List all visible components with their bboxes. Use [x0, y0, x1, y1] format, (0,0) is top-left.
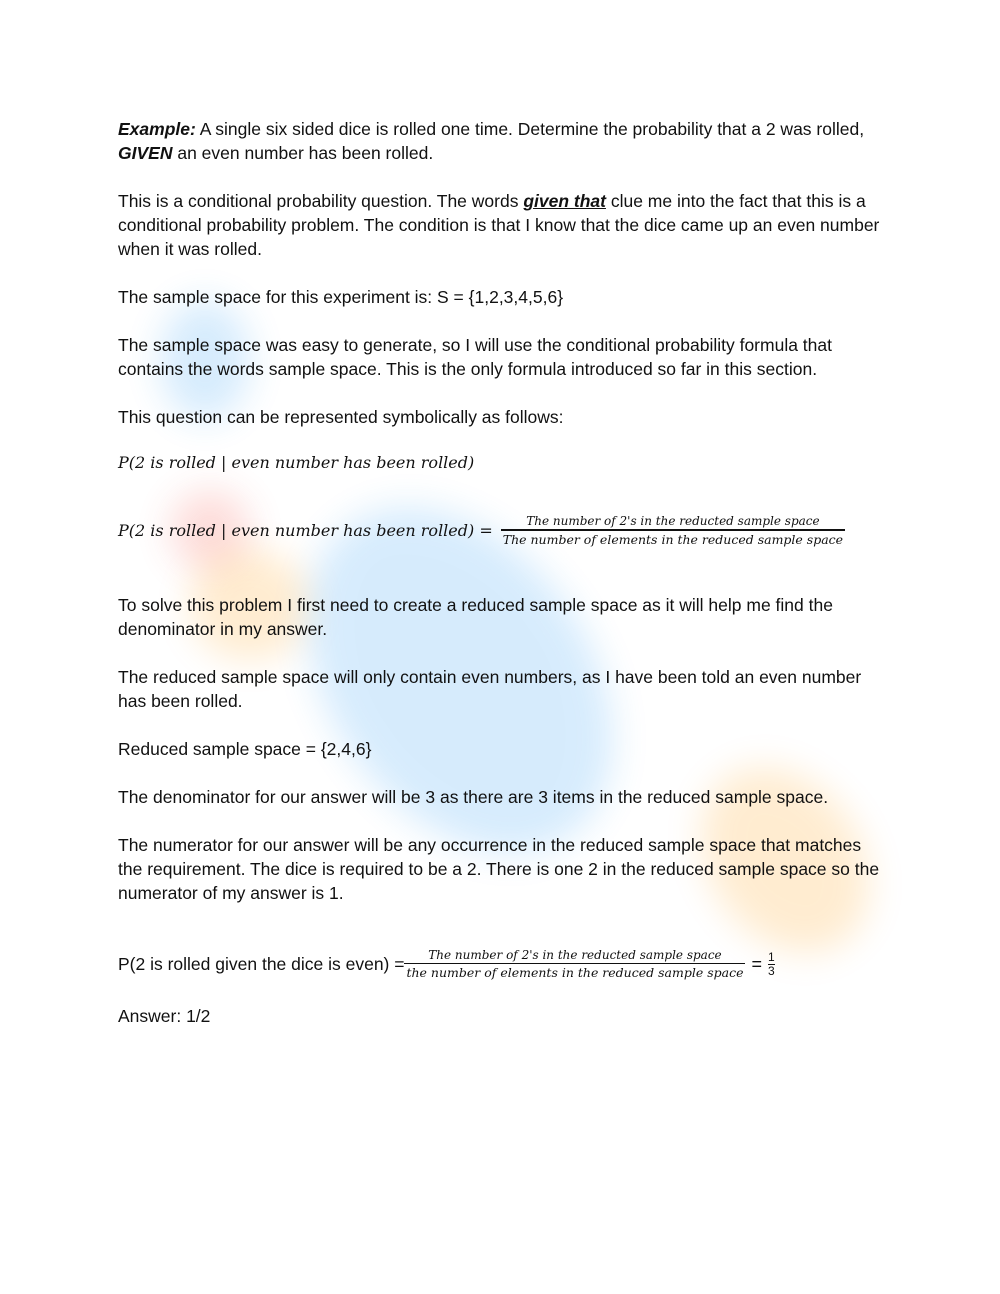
- formula-1-denominator: The number of elements in the reduced sample space: [502, 531, 844, 547]
- document-page: [118, 117, 888, 1028]
- formula-1: [118, 513, 888, 549]
- result-denominator: 3: [767, 963, 775, 978]
- formula-2-lhs: P(2 is rolled given the dice is even) =: [118, 954, 405, 975]
- formula-1-lhs: P(2 is rolled | even number has been rolled) =: [118, 520, 493, 540]
- result-numerator: 1: [767, 949, 775, 964]
- denominator-paragraph: The denominator for our answer will be 3 as there are 3 items in the reduced sample space.: [118, 786, 829, 807]
- conditional-paragraph: This is a conditional probability question. The words given that clue me into the fact that this is a conditional probability problem. The condition is that I know that the dice came up an even number when it was rolled.: [118, 191, 880, 259]
- formula-1-numerator: The number of 2's in the reducted sample space: [526, 514, 820, 528]
- solve-paragraph: To solve this problem I first need to create a reduced sample space as it will help me find the denominator in my answer.: [118, 594, 833, 639]
- symbolic-expression: P(2 is rolled | even number has been rolled): [118, 453, 475, 472]
- sample-space-line: The sample space for this experiment is: S = {1,2,3,4,5,6}: [118, 287, 564, 307]
- formula-2-denominator: the number of elements in the reduced sample space: [406, 965, 744, 980]
- numerator-paragraph: The numerator for our answer will be any occurrence in the reduced sample space that matches the requirement. The dice is required to be a 2. There is one 2 in the reduced sample space so the numerator of my answer is 1.: [118, 834, 880, 903]
- formula-2-fraction: [404, 947, 745, 983]
- formula-2-numerator: The number of 2's in the reducted sample space: [428, 947, 722, 962]
- given-that-emphasis: given that: [523, 191, 606, 211]
- formula-1-fraction: [501, 513, 845, 549]
- formula-2: [118, 947, 888, 983]
- symbolic-intro: This question can be represented symbolically as follows:: [118, 407, 564, 427]
- example-label: Example:: [118, 119, 196, 139]
- equals-sign: =: [751, 954, 762, 975]
- result-fraction: [768, 951, 775, 978]
- reduced-space-line: Reduced sample space = {2,4,6}: [118, 738, 372, 759]
- given-emphasis: GIVEN: [118, 143, 173, 163]
- formula-choice-paragraph: The sample space was easy to generate, so I will use the conditional probability formula that contains the words sample space. This is the only formula introduced so far in this section.: [118, 335, 832, 379]
- reduced-paragraph: The reduced sample space will only contain even numbers, as I have been told an even number has been rolled.: [118, 666, 862, 711]
- answer-line: Answer: 1/2: [118, 1006, 211, 1026]
- example-paragraph: Example: A single six sided dice is rolled one time. Determine the probability that a 2 was rolled, GIVEN an even number has been rolled.: [118, 119, 865, 163]
